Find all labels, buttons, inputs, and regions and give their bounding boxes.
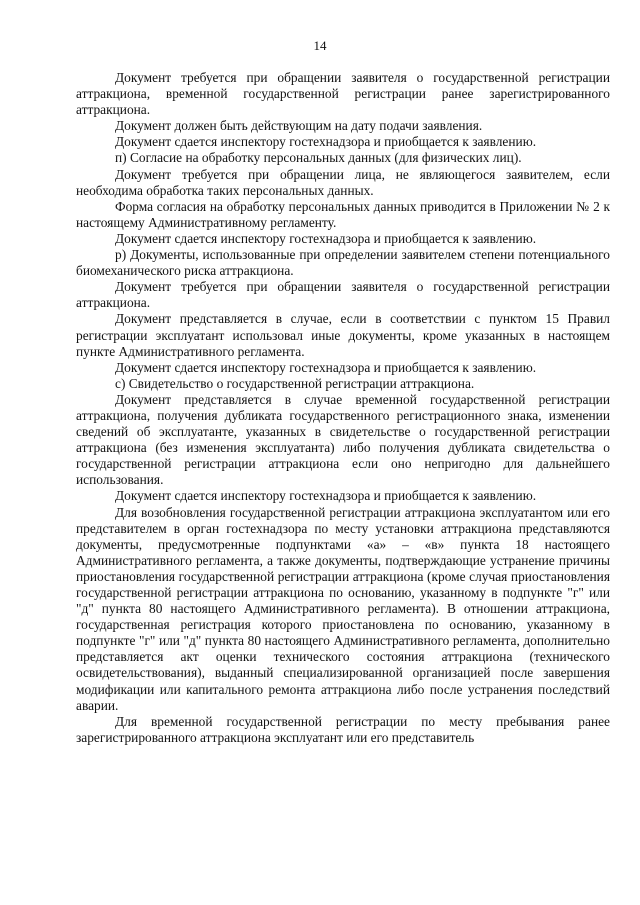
- document-body: [76, 70, 610, 746]
- page-number: 14: [313, 38, 327, 53]
- paragraph: Для возобновления государственной регистрации аттракциона эксплуатантом или его представителем в орган гостехнадзора по месту установки аттракциона представляются документы, предусмотренные подпунктами «а» – «в» пункта 18 настоящего Административного регламента, а также документы, подтверждающие устранение причины приостановления государственной регистрации аттракциона (кроме случая приостановления государственной регистрации аттракциона по основанию, указанному в подпункте "г" или "д" пункта 80 настоящего Административного регламента). В отношении аттракциона, государственная регистрация которого приостановлена по основанию, указанному в подпункте "г" или "д" пункта 80 настоящего Административного регламента, дополнительно представляется акт оценки технического состояния аттракциона (технического освидетельствования), выданный специализированной организацией после завершения модификации или капитального ремонта аттракциона либо после устранения последствий аварии.: [76, 504, 610, 713]
- paragraph: Документ требуется при обращении заявителя о государственной регистрации аттракциона, временной государственной регистрации ранее зарегистрированного аттракциона.: [76, 70, 610, 118]
- paragraph: Документ сдается инспектору гостехнадзора и приобщается к заявлению.: [115, 488, 537, 504]
- paragraph: Документ представляется в случае, если в соответствии с пунктом 15 Правил регистрации эксплуатант использовал иные документы, кроме указанных в настоящем пункте Административного регламента.: [76, 311, 610, 359]
- paragraph: Документ должен быть действующим на дату подачи заявления.: [115, 118, 483, 134]
- paragraph: Документ сдается инспектору гостехнадзора и приобщается к заявлению.: [115, 359, 537, 375]
- paragraph: Форма согласия на обработку персональных данных приводится в Приложении № 2 к настоящему Административному регламенту.: [76, 198, 610, 230]
- paragraph-item-r: р) Документы, использованные при определении заявителем степени потенциального биомеханического риска аттракциона.: [76, 247, 610, 279]
- paragraph: Документ требуется при обращении заявителя о государственной регистрации аттракциона.: [76, 279, 610, 311]
- paragraph: Документ представляется в случае временной государственной регистрации аттракциона, получения дубликата государственного регистрационного знака, изменении сведений об эксплуатанте, указанных в свидетельстве о государственной регистрации аттракциона (без изменения эксплуатанта) либо получения дубликата свидетельства о государственной регистрации аттракциона если оно непригодно для дальнейшего использования.: [76, 391, 610, 488]
- paragraph: Для временной государственной регистрации по месту пребывания ранее зарегистрированного аттракциона эксплуатант или его представитель: [76, 713, 610, 745]
- paragraph: Документ требуется при обращении лица, не являющегося заявителем, если необходима обработка таких персональных данных.: [76, 166, 610, 198]
- paragraph-item-p: п) Согласие на обработку персональных данных (для физических лиц).: [115, 150, 522, 166]
- paragraph: Документ сдается инспектору гостехнадзора и приобщается к заявлению.: [115, 134, 537, 150]
- paragraph: Документ сдается инспектору гостехнадзора и приобщается к заявлению.: [115, 230, 537, 246]
- paragraph-item-s: с) Свидетельство о государственной регистрации аттракциона.: [115, 375, 475, 391]
